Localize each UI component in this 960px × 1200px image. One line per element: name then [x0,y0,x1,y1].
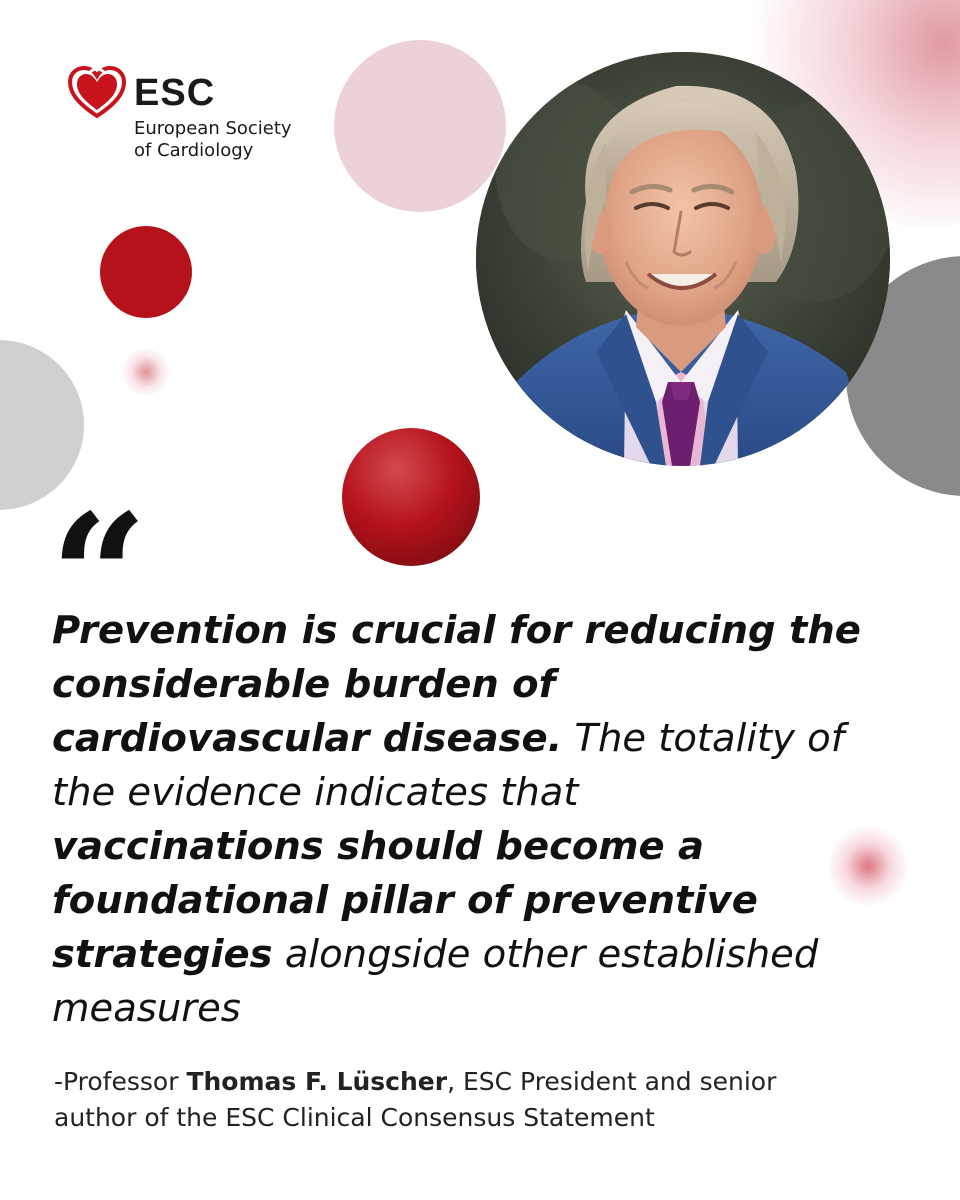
logo-name-line2: of Cardiology [134,140,254,161]
quote-emphasis: cardiovascular disease. [52,716,563,761]
quote-line [52,766,922,820]
decorative-red-sphere [342,428,480,566]
attribution-role: , ESC President and senior [447,1067,777,1096]
quote-line [52,712,922,766]
quote-segment: The totality of [562,716,845,761]
logo-organization-name [134,118,334,162]
quote-segment: measures [52,986,241,1031]
quote-line [52,928,922,982]
esc-heart-logo-icon [68,66,126,120]
quote-line [52,820,922,874]
quote-segment: alongside other established [272,932,819,977]
portrait-photo [476,52,890,466]
logo-name-line1: European Society [134,118,292,139]
quote-line [52,874,922,928]
attribution-name: Thomas F. Lüscher [186,1067,448,1096]
quote-text [52,604,922,1036]
quote-emphasis: vaccinations should become a [52,824,704,869]
quote-line [52,982,922,1036]
attribution-line2: author of the ESC Clinical Consensus Statement [54,1103,655,1132]
quote-emphasis: Prevention is crucial for reducing the [52,608,861,653]
attribution-line1 [54,1064,914,1100]
attribution-prefix: -Professor [54,1067,187,1096]
esc-logo [68,66,308,176]
quote-segment: the evidence indicates that [52,770,579,815]
quote-emphasis: considerable burden of [52,662,556,707]
quote-mark-icon: “ [50,477,142,677]
decorative-pink-circle [334,40,506,212]
decorative-blurred-dot [122,348,170,396]
quote-emphasis: strategies [52,932,273,977]
quote-emphasis: foundational pillar of preventive [52,878,758,923]
decorative-red-circle [100,226,192,318]
attribution [54,1064,914,1136]
quote-line [52,658,922,712]
quote-line [52,604,922,658]
logo-abbreviation: ESC [134,72,216,114]
